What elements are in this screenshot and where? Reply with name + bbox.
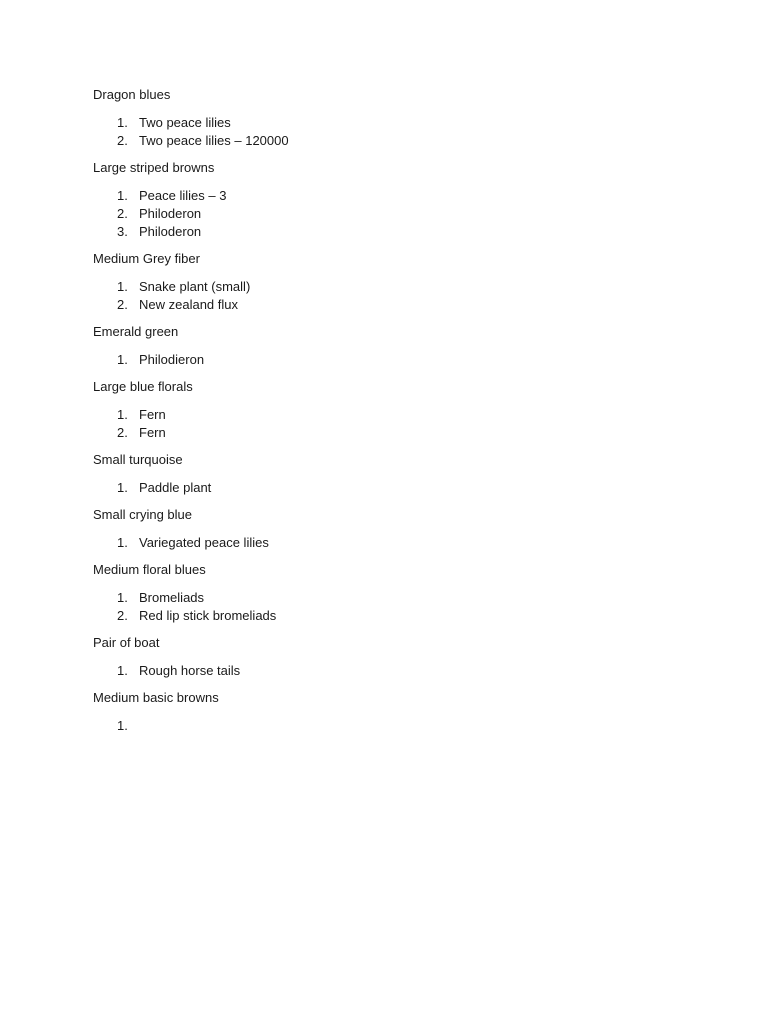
numbered-list xyxy=(93,114,693,150)
numbered-list xyxy=(93,589,693,625)
section-heading: Medium basic browns xyxy=(93,690,219,705)
list-item-text: New zealand flux xyxy=(139,297,238,312)
list-number: 1. xyxy=(117,663,128,678)
list-item xyxy=(93,278,693,296)
list-item-text: Two peace lilies – 120000 xyxy=(139,133,289,148)
list-item-text: Rough horse tails xyxy=(139,663,241,678)
section-heading: Pair of boat xyxy=(93,635,160,650)
list-item xyxy=(93,296,693,314)
section-heading: Medium Grey fiber xyxy=(93,251,200,266)
list-item-text: Fern xyxy=(139,425,166,440)
list-item-text: Bromeliads xyxy=(139,590,205,605)
section-medium-floral-blues xyxy=(93,561,693,625)
list-number: 1. xyxy=(117,279,128,294)
list-number: 1. xyxy=(117,188,128,203)
section-heading: Medium floral blues xyxy=(93,562,206,577)
list-number: 3. xyxy=(117,224,128,239)
list-item-text: Red lip stick bromeliads xyxy=(139,608,277,623)
list-number: 1. xyxy=(117,590,128,605)
numbered-list xyxy=(93,479,693,497)
list-item-text: Philoderon xyxy=(139,206,202,221)
list-number: 1. xyxy=(117,535,128,550)
list-item xyxy=(93,534,693,552)
list-number: 1. xyxy=(117,407,128,422)
list-item xyxy=(93,351,693,369)
list-item xyxy=(93,479,693,497)
section-heading: Dragon blues xyxy=(93,87,171,102)
list-item-text: Philoderon xyxy=(139,224,202,239)
list-item xyxy=(93,187,693,205)
list-item xyxy=(93,223,693,241)
document-body[interactable] xyxy=(93,86,693,744)
section-heading: Emerald green xyxy=(93,324,179,339)
list-item xyxy=(93,114,693,132)
list-item-text: Snake plant (small) xyxy=(139,279,251,294)
list-number: 2. xyxy=(117,608,128,623)
list-number: 2. xyxy=(117,133,128,148)
list-number: 1. xyxy=(117,718,128,733)
list-item xyxy=(93,132,693,150)
list-item xyxy=(93,406,693,424)
numbered-list xyxy=(93,717,693,735)
numbered-list xyxy=(93,406,693,442)
list-item-text: Paddle plant xyxy=(139,480,212,495)
list-number: 2. xyxy=(117,206,128,221)
list-number: 1. xyxy=(117,480,128,495)
list-item xyxy=(93,424,693,442)
section-heading: Small turquoise xyxy=(93,452,183,467)
list-item-text: Philodieron xyxy=(139,352,205,367)
list-number: 2. xyxy=(117,425,128,440)
numbered-list xyxy=(93,534,693,552)
numbered-list xyxy=(93,662,693,680)
list-item xyxy=(93,607,693,625)
list-item-text: Peace lilies – 3 xyxy=(139,188,227,203)
section-emerald-green xyxy=(93,323,693,369)
numbered-list xyxy=(93,351,693,369)
section-heading: Small crying blue xyxy=(93,507,192,522)
list-number: 2. xyxy=(117,297,128,312)
section-small-turquoise xyxy=(93,451,693,497)
section-heading: Large striped browns xyxy=(93,160,215,175)
list-item[interactable] xyxy=(93,717,693,735)
section-large-striped-browns xyxy=(93,159,693,241)
section-large-blue-florals xyxy=(93,378,693,442)
section-dragon-blues xyxy=(93,86,693,150)
section-heading: Large blue florals xyxy=(93,379,193,394)
list-item-text: Variegated peace lilies xyxy=(139,535,269,550)
list-number: 1. xyxy=(117,115,128,130)
section-medium-basic-browns xyxy=(93,689,693,735)
list-item xyxy=(93,205,693,223)
numbered-list xyxy=(93,278,693,314)
list-number: 1. xyxy=(117,352,128,367)
list-item xyxy=(93,662,693,680)
list-item-text: Fern xyxy=(139,407,166,422)
list-item-text: Two peace lilies xyxy=(139,115,231,130)
list-item xyxy=(93,589,693,607)
section-small-crying-blue xyxy=(93,506,693,552)
numbered-list xyxy=(93,187,693,241)
section-medium-grey-fiber xyxy=(93,250,693,314)
section-pair-of-boat xyxy=(93,634,693,680)
